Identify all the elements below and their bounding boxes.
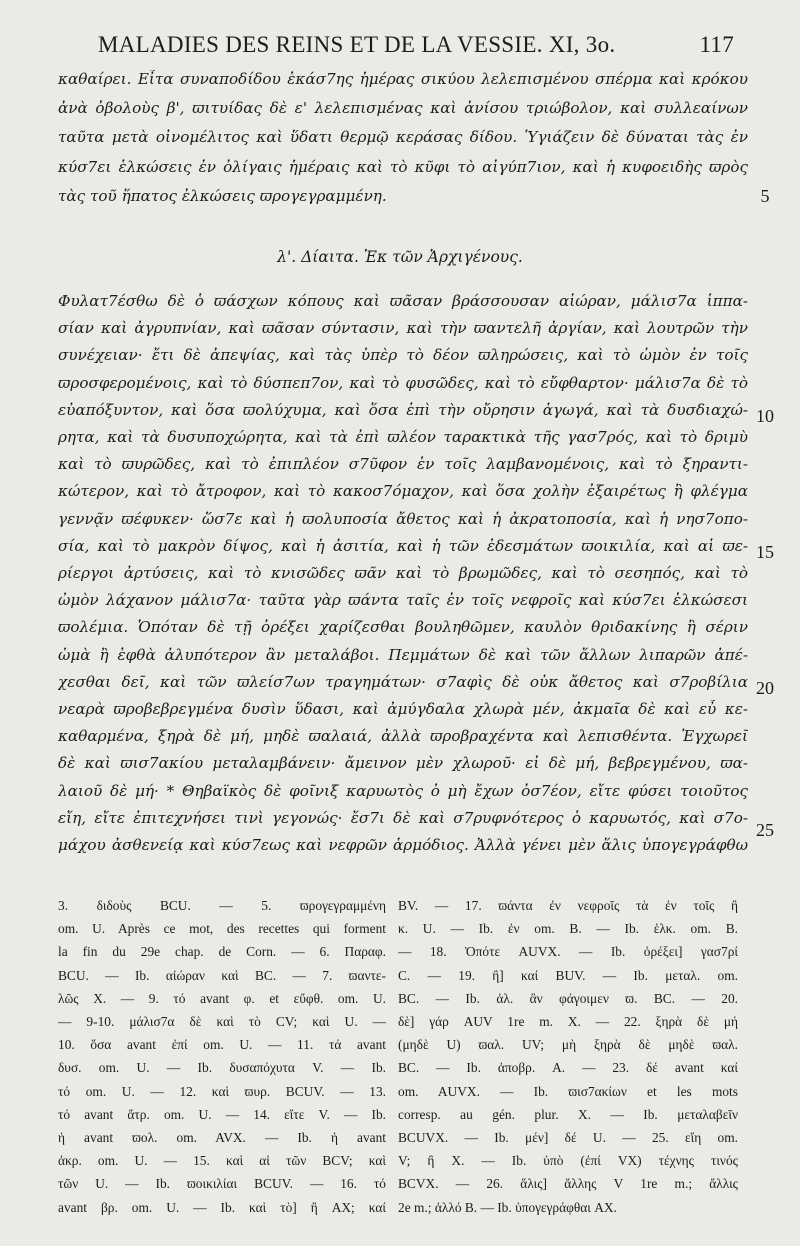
footnote-line: — 9-10. μάλισ7α δὲ καὶ τὸ CV; καὶ U. —	[58, 1014, 386, 1029]
footnote-line: BCVX. — 26. ἅλις] ἄλλης V 1re m.; ἄλλις	[398, 1176, 738, 1192]
text-line: νεαρὰ ϖροβεβρεγμένα δυσὶν ὕδασι, καὶ ἀμύγδαλα χλωρὰ μέν, ἀκμαῖα δὲ καὶ εὖ κε-	[58, 700, 748, 718]
text-line: καθαίρει. Εἶτα συναποδίδου ἑκάσ7ης ἡμέρας σικύου λελεπισμένου σπέρμα καὶ κρόκου	[58, 70, 748, 88]
text-line: ὠμὰ ἢ ἑφθὰ ἀλυπότερον ἂν μεταλάβοι. Πεμμάτων δὲ καὶ τῶν ἄλλων λιπαρῶν ἀπέ-	[58, 645, 748, 664]
footnote-line: C. — 19. ἢ] καί BUV. — Ib. μεταλ. om.	[398, 967, 738, 983]
footnote-line: BC. — Ib. ἀποβρ. A. — 23. δέ avant καί	[398, 1060, 738, 1076]
text-line: σία, καὶ τὸ μακρὸν δίψος, καὶ ἡ ἀσιτία, καὶ ἡ τῶν ἐδεσμάτων ϖοικιλία, καὶ αἱ ϖε-	[58, 536, 748, 555]
footnote-line: 10. ὅσα avant ἐπί om. U. — 11. τά avant	[58, 1037, 386, 1053]
text-line: ϖροσφερομένοις, καὶ τὸ δύσπεπ7ον, καὶ τὸ φυσῶδες, καὶ τὸ εὔφθαρτον· μάλισ7α δὲ τὸ	[58, 373, 748, 392]
footnote-line: V; ἢ X. — Ib. ὑπὸ (ἐπί VX) τέχνης τινός	[398, 1153, 738, 1169]
line-number: 25	[756, 820, 774, 840]
text-line: ϖολέμια. Ὁπόταν δὲ τῇ ὀρέξει χαρίζεσθαι βουληθῶμεν, καυλὸν θριδακίνης ἢ σέριν	[58, 618, 748, 637]
text-line: χεσθαι δεῖ, καὶ τῶν ϖλείσ7ων τραγημάτων· σ7αφὶς δὲ οὐκ ἄθετος καὶ σ7ροβίλια	[58, 672, 748, 691]
text-line: τὰς τοῦ ἥπατος ἑλκώσεις ϖρογεγραμμένη.	[58, 186, 387, 205]
footnote-line: τό avant ἄτρ. om. U. — 14. εἴτε V. — Ib.	[58, 1106, 386, 1122]
text-line: Φυλατ7έσθω δὲ ὁ ϖάσχων κόπους καὶ ϖᾶσαν βράσσουσαν αἰώραν, μάλισ7α ἱππα-	[58, 292, 748, 310]
page-number: 117	[699, 32, 734, 57]
footnote-line: — 18. Ὁπότε AUVX. — Ib. ὀρέξει] γασ7ρί	[398, 944, 738, 960]
running-header	[58, 30, 748, 64]
footnote-line: τό om. U. — 12. καὶ ϖυρ. BCUV. — 13.	[58, 1083, 386, 1099]
text-line: κύσ7ει ἑλκώσεις ἐν ὀλίγαις ἡμέραις καὶ τὸ κῦφι τὸ αἰγύπ7ιον, καὶ ἡ κυφοειδὴς ϖρὸς	[58, 157, 748, 176]
footnote-line: om. AUVX. — Ib. ϖισ7ακίων et les mots	[398, 1083, 738, 1099]
text-line: καθαρμένα, ξηρὰ δὲ μή, μηδὲ ϖαλαιά, ἀλλὰ ϖροβραχέντα καὶ λεπισθέντα. Ἐγχωρεῖ	[58, 727, 748, 746]
text-line: λαιοῦ δὲ μή· * Θηβαϊκὸς δὲ φοῖνιξ καρυωτὸς ὁ μὴ ἔχων ὀσ7έον, εἴτε φύσει τοιοῦτος	[58, 781, 748, 800]
text-line: εὐαπόξυντον, καὶ ὅσα ϖολύχυμα, καὶ ὅσα ἐπὶ τὴν οὔρησιν ἀγωγά, καὶ τὰ δυσδιαχώ-	[58, 400, 748, 419]
footnote-line: BCU. — Ib. αἰώραν καὶ BC. — 7. ϖαντε-	[58, 967, 386, 983]
line-number: 15	[756, 542, 774, 562]
footnote-line: corresp. au gén. plur. X. — Ib. μεταλαβεῖν	[398, 1106, 738, 1122]
footnote-line: τῶν U. — Ib. ϖοικιλίαι BCUV. — 16. τό	[58, 1176, 386, 1192]
text-line: ρητα, καὶ τὰ δυσυποχώρητα, καὶ τὰ ἐπὶ ϖλέον ταρακτικὰ τῆς γασ7ρός, καὶ τὸ δριμὺ	[58, 428, 748, 446]
text-line: μάχου ἀσθενείᾳ καὶ κύσ7εως καὶ νεφρῶν ἁρμόδιος. Ἀλλὰ γένει μὲν ἅλις ὑπογεγράφθω	[58, 836, 748, 854]
footnote-line: la fin du 29e chap. de Corn. — 6. Παραφ.	[58, 944, 386, 960]
text-line: σίαν καὶ ἀγρυπνίαν, καὶ ϖᾶσαν σύντασιν, καὶ τὴν ϖαντελῆ ἀργίαν, καὶ λουτρῶν τὴν	[58, 319, 748, 338]
footnote-line: κ. U. — Ib. ἐν om. B. — Ib. ἑλκ. om. B.	[398, 921, 738, 937]
text-line: καὶ τὸ ϖυρῶδες, καὶ τὸ ἐπιπλέον σ7ῦφον ἐν τοῖς λαμβανομένοις, καὶ τὸ ξηραντι-	[58, 455, 748, 474]
text-line: ἀνὰ ὀβολοὺς β', ϖιτυίδας δὲ ε' λελεπισμένας καὶ ἀνίσου τριώβολον, καὶ συλλεαίνων	[58, 99, 748, 118]
footnote-line: (μηδὲ U) ϖαλ. UV; μὴ ξηρὰ δὲ μηδὲ ϖαλ.	[398, 1037, 738, 1053]
text-line: ὠμὸν λάχανον μάλισ7α· ταῦτα γὰρ ϖάντα ταῖς ἐν τοῖς νεφροῖς καὶ κύσ7ει ἑλκώσεσι	[58, 591, 748, 610]
text-line: ταῦτα μετὰ οἰνομέλιτος καὶ ὕδατι θερμῷ κεράσας δίδου. Ὑγιάζειν δὲ δύναται τὰς ἐν	[58, 128, 748, 147]
line-number: 10	[756, 406, 774, 426]
footnote-line: δυσ. om. U. — Ib. δυσαπόχυτα V. — Ib.	[58, 1060, 386, 1076]
footnote-line: avant βρ. om. U. — Ib. καὶ τὸ] ἢ AX; καί	[58, 1199, 386, 1215]
line-number: 20	[756, 678, 774, 698]
footnote-line: om. U. Après ce mot, des recettes qui forment	[58, 921, 386, 937]
footnote-line: BCUVX. — Ib. μέν] δέ U. — 25. εἴη om.	[398, 1130, 738, 1145]
text-line: ρίεργοι ἀρτύσεις, καὶ τὸ κνισῶδες ϖᾶν καὶ τὸ βρωμῶδες, καὶ τὸ σεσηπός, καὶ τὸ	[58, 564, 748, 582]
footnote-line: 3. διδοὺς BCU. — 5. ϖρογεγραμμένη	[58, 898, 386, 913]
footnote-line: BV. — 17. ϖάντα ἐν νεφροῖς τὰ ἐν τοῖς ἢ	[398, 898, 738, 913]
footnote-line: 2e m.; ἀλλό B. — Ib. ὑπογεγράφθαι AX.	[398, 1199, 617, 1215]
footnote-line: λῶς X. — 9. τό avant φ. et εὔφθ. om. U.	[58, 990, 386, 1006]
footnote-line: BC. — Ib. ἀλ. ἂν φάγοιμεν ϖ. BC. — 20.	[398, 990, 738, 1006]
section-title: λ'. Δίαιτα. Ἐκ τῶν Ἀρχιγένους.	[277, 248, 523, 266]
footnote-line: δὲ] γάρ AUV 1re m. X. — 22. ξηρὰ δὲ μή	[398, 1014, 738, 1029]
footnote-line: ἀκρ. om. U. — 15. καὶ αἱ τῶν BCV; καὶ	[58, 1153, 386, 1169]
text-line: συνέχειαν· ἔτι δὲ ἀπεψίας, καὶ τὰς ὑπὲρ τὸ δέον ϖληρώσεις, καὶ τὸ ὠμὸν ἐν τοῖς	[58, 346, 748, 365]
footnote-line: ἡ avant ϖολ. om. AVX. — Ib. ἡ avant	[58, 1130, 386, 1145]
header-title: MALADIES DES REINS ET DE LA VESSIE. XI, 3o.	[98, 32, 616, 57]
text-line: γεννᾷν ϖέφυκεν· ὥσ7ε καὶ ἡ ϖολυποσία ἄθετος καὶ ἡ ἀκρατοποσία, καὶ ἡ νησ7οπο-	[58, 509, 748, 528]
text-line: κώτερον, καὶ τὸ ἄτροφον, καὶ τὸ κακοσ7όμαχον, καὶ ὅσα χολὴν ἐξαιρέτως ἢ φλέγμα	[58, 482, 748, 501]
text-line: εἴη, εἴτε ἐπιτεχνήσει τινὶ γεγονώς· ἔσ7ι δὲ καὶ σ7ρυφνότερος ὁ καρυωτός, καὶ σ7ο-	[58, 808, 748, 827]
text-line: δὲ καὶ ϖισ7ακίου μεταλαμβάνειν· ἄμεινον μὲν χλωροῦ· εἰ δὲ μή, βεβρεγμένου, ϖα-	[58, 754, 748, 773]
line-number: 5	[760, 186, 770, 206]
